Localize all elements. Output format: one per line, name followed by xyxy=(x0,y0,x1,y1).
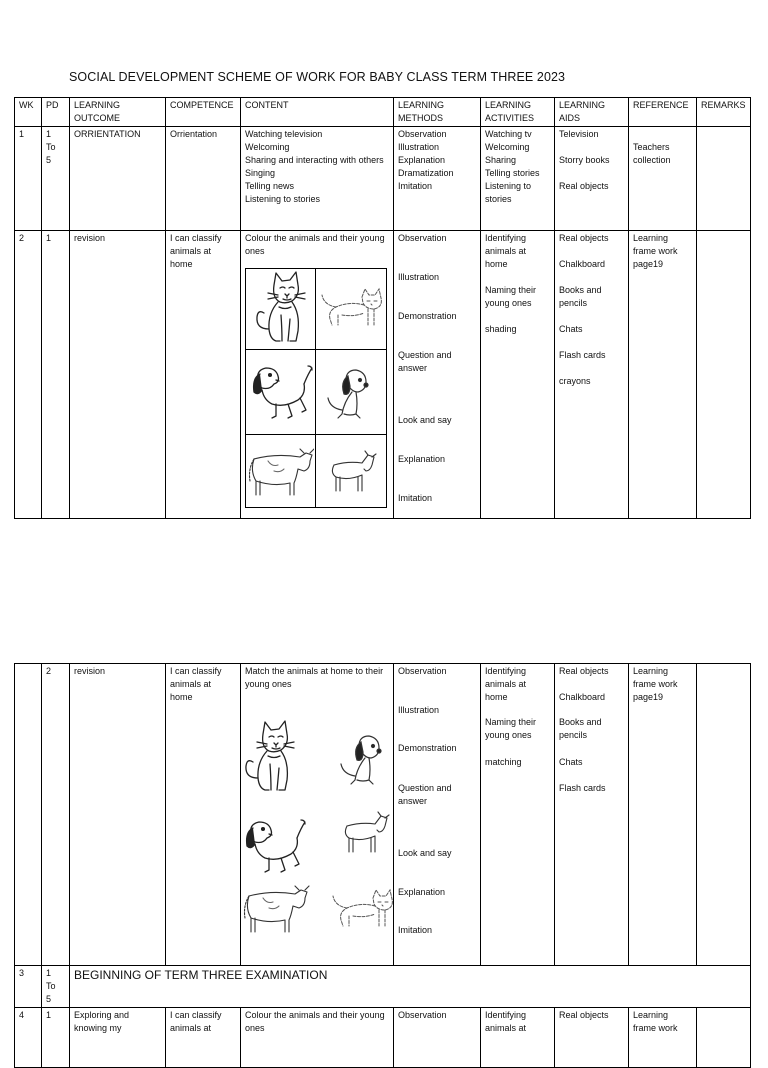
exam-banner: BEGINNING OF TERM THREE EXAMINATION xyxy=(70,966,751,1008)
grid-cell xyxy=(316,269,387,350)
kitten-picture xyxy=(316,269,386,345)
pd-line: 1 xyxy=(46,129,52,139)
header-learning-activities: LEARNING ACTIVITIES xyxy=(481,98,555,127)
outcome-cell: Exploring and knowing my xyxy=(70,1008,166,1068)
method-line: Explanation xyxy=(398,454,446,464)
method-line: Explanation xyxy=(398,887,446,897)
aid-line: Chalkboard xyxy=(559,692,606,702)
header-competence: COMPETENCE xyxy=(166,98,241,127)
aid-line: Chats xyxy=(559,324,583,334)
table-row xyxy=(15,231,751,519)
reference-cell xyxy=(629,127,697,231)
remarks-cell xyxy=(697,1008,751,1068)
method-line: Demonstration xyxy=(398,743,457,753)
scheme-table-2 xyxy=(14,663,751,1068)
method-line: Imitation xyxy=(398,493,433,503)
remarks-cell xyxy=(697,231,751,519)
aid-line: Books and pencils xyxy=(559,285,602,308)
wk-cell: 3 xyxy=(15,966,42,1008)
aid-line: Storry books xyxy=(559,155,610,165)
wk-cell: 1 xyxy=(15,127,42,231)
activity-line: Watching tv xyxy=(485,129,532,139)
aid-line: Flash cards xyxy=(559,350,606,360)
header-wk: WK xyxy=(15,98,42,127)
header-pd: PD xyxy=(42,98,70,127)
wk-cell: 4 xyxy=(15,1008,42,1068)
activity-line: shading xyxy=(485,324,517,334)
header-learning-aids: LEARNING AIDS xyxy=(555,98,629,127)
aids-cell xyxy=(555,231,629,519)
content-instruction: Colour the animals and their young ones xyxy=(245,233,385,256)
content-line: Sharing and interacting with others xyxy=(245,155,384,165)
scheme-table-1 xyxy=(14,97,751,519)
methods-cell: Observation xyxy=(394,1008,481,1068)
outcome-cell: ORRIENTATION xyxy=(70,127,166,231)
cat-picture xyxy=(241,720,309,796)
header-remarks: REMARKS xyxy=(697,98,751,127)
content-line: Listening to stories xyxy=(245,194,321,204)
method-line: Illustration xyxy=(398,272,440,282)
method-line: Question and answer xyxy=(398,783,452,806)
grid-cell xyxy=(246,350,316,435)
method-line: Observation xyxy=(398,129,447,139)
aids-cell xyxy=(555,127,629,231)
competence-cell: I can classify animals at xyxy=(166,1008,241,1068)
grid-cell xyxy=(246,435,316,508)
activity-line: Welcoming xyxy=(485,142,530,152)
method-line: Observation xyxy=(398,666,447,676)
method-line: Look and say xyxy=(398,848,452,858)
activity-line: Sharing xyxy=(485,155,517,165)
pd-cell xyxy=(42,127,70,231)
aids-cell xyxy=(555,664,629,966)
content-line: Singing xyxy=(245,168,276,178)
reference-cell: Learning frame work page19 xyxy=(629,231,697,519)
method-line: Question and answer xyxy=(398,350,452,373)
puppy-picture xyxy=(331,730,391,790)
calf-picture xyxy=(316,435,386,503)
method-line: Demonstration xyxy=(398,311,457,321)
pd-cell: 1 xyxy=(42,231,70,519)
table-row xyxy=(15,1008,751,1068)
grid-cell xyxy=(246,269,316,350)
dog-picture xyxy=(241,810,309,880)
aid-line: Real objects xyxy=(559,666,609,676)
table-row xyxy=(15,966,751,1008)
method-line: Look and say xyxy=(398,415,452,425)
pd-cell: 2 xyxy=(42,664,70,966)
remarks-cell xyxy=(697,127,751,231)
method-line: Explanation xyxy=(398,155,446,165)
aids-cell: Real objects xyxy=(555,1008,629,1068)
header-reference: REFERENCE xyxy=(629,98,697,127)
pd-cell xyxy=(42,966,70,1008)
pd-cell: 1 xyxy=(42,1008,70,1068)
method-line: Illustration xyxy=(398,705,440,715)
activities-cell xyxy=(481,664,555,966)
wk-cell: 2 xyxy=(15,231,42,519)
cow-picture xyxy=(246,435,314,503)
activities-cell: Identifying animals at xyxy=(481,1008,555,1068)
methods-cell xyxy=(394,664,481,966)
cow-picture xyxy=(241,884,311,940)
wk-cell xyxy=(15,664,42,966)
activity-line: Telling stories xyxy=(485,168,540,178)
content-cell xyxy=(241,231,394,519)
activity-line: matching xyxy=(485,757,522,767)
competence-cell: Orrientation xyxy=(166,127,241,231)
reference-line: Teachers collection xyxy=(633,142,671,165)
dog-picture xyxy=(246,350,314,430)
content-cell xyxy=(241,664,394,966)
cat-picture xyxy=(246,269,314,345)
pd-line: To xyxy=(46,142,56,152)
kitten-picture xyxy=(327,886,394,936)
aid-line: Television xyxy=(559,129,599,139)
activity-line: Identifying animals at home xyxy=(485,666,527,702)
header-learning-outcome: LEARNING OUTCOME xyxy=(70,98,166,127)
remarks-cell xyxy=(697,664,751,966)
aid-line: Books and pencils xyxy=(559,717,602,740)
aid-line: Real objects xyxy=(559,181,609,191)
reference-cell: Learning frame work xyxy=(629,1008,697,1068)
method-line: Observation xyxy=(398,233,447,243)
activities-cell xyxy=(481,231,555,519)
aid-line: Real objects xyxy=(559,233,609,243)
aid-line: crayons xyxy=(559,376,591,386)
method-line: Imitation xyxy=(398,181,433,191)
activity-line: Listening to stories xyxy=(485,181,532,204)
activity-line: Naming their young ones xyxy=(485,285,537,308)
content-cell: Colour the animals and their young ones xyxy=(241,1008,394,1068)
pd-line: 1 xyxy=(46,968,52,978)
competence-cell: I can classify animals at home xyxy=(166,664,241,966)
methods-cell xyxy=(394,127,481,231)
reference-cell: Learning frame work page19 xyxy=(629,664,697,966)
methods-cell xyxy=(394,231,481,519)
activity-line: Identifying animals at home xyxy=(485,233,527,269)
pd-line: 5 xyxy=(46,155,52,165)
document-title: SOCIAL DEVELOPMENT SCHEME OF WORK FOR BABY CLASS TERM THREE 2023 xyxy=(69,70,566,84)
activity-line: Naming their young ones xyxy=(485,717,537,740)
header-row xyxy=(15,98,751,127)
content-cell xyxy=(241,127,394,231)
grid-cell xyxy=(316,350,387,435)
header-learning-methods: LEARNING METHODS xyxy=(394,98,481,127)
pd-line: 5 xyxy=(46,994,52,1004)
outcome-cell: revision xyxy=(70,231,166,519)
method-line: Illustration xyxy=(398,142,440,152)
puppy-picture xyxy=(316,350,386,430)
content-line: Telling news xyxy=(245,181,295,191)
aid-line: Chats xyxy=(559,757,583,767)
content-line: Welcoming xyxy=(245,142,290,152)
content-instruction: Match the animals at home to their young ones xyxy=(245,666,384,689)
table-row xyxy=(15,664,751,966)
outcome-cell: revision xyxy=(70,664,166,966)
method-line: Dramatization xyxy=(398,168,454,178)
content-line: Watching television xyxy=(245,129,323,139)
animal-colouring-grid xyxy=(245,268,387,508)
aid-line: Flash cards xyxy=(559,783,606,793)
pd-line: To xyxy=(46,981,56,991)
calf-picture xyxy=(339,810,394,860)
header-content: CONTENT xyxy=(241,98,394,127)
competence-cell: I can classify animals at home xyxy=(166,231,241,519)
aid-line: Chalkboard xyxy=(559,259,606,269)
activities-cell xyxy=(481,127,555,231)
grid-cell xyxy=(316,435,387,508)
method-line: Imitation xyxy=(398,925,433,935)
table-row xyxy=(15,127,751,231)
